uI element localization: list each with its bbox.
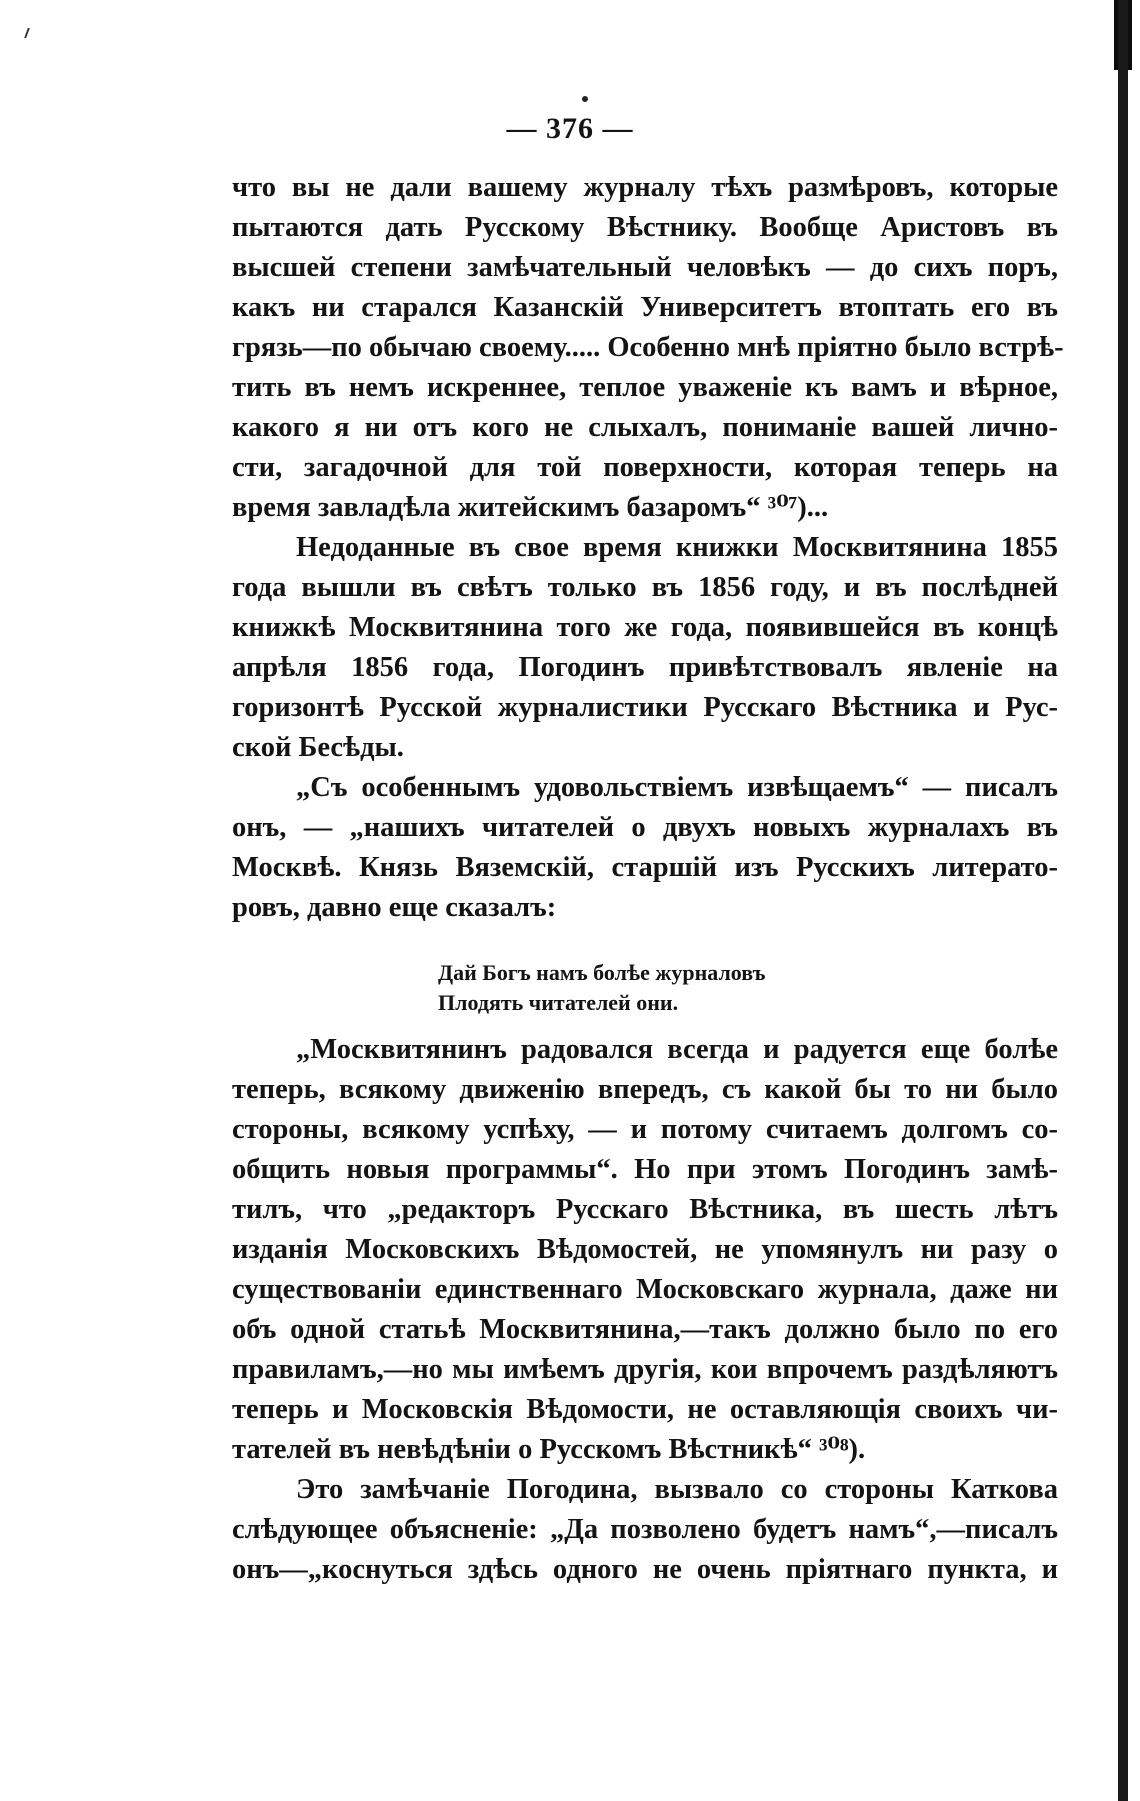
paragraph-start: „Москвитянинъ радовался всегда и радуется еще болѣе: [296, 1034, 1058, 1065]
text-line: тателей въ невѣдѣніи о Русскомъ Вѣстникѣ“ ³⁰⁸).: [232, 1434, 866, 1465]
text-line: что вы не дали вашему журналу тѣхъ размѣровъ, которые: [232, 172, 1058, 203]
text-line: горизонтѣ Русской журналистики Русскаго Вѣстника и Рус-: [232, 692, 1058, 723]
text-line: существованіи единственнаго Московскаго журнала, даже ни: [232, 1274, 1058, 1305]
text-line: объ одной статьѣ Москвитянина,—такъ должно было по его: [232, 1314, 1058, 1345]
verse-line: Дай Богъ намъ болѣе журналовъ: [438, 960, 766, 985]
text-line: время завладѣла житейскимъ базаромъ“ ³⁰⁷)...: [232, 492, 829, 523]
text-line: теперь, всякому движенію впередъ, съ какой бы то ни было: [232, 1074, 1058, 1105]
text-line: слѣдующее объясненіе: „Да позволено будетъ намъ“,—писалъ: [232, 1514, 1058, 1545]
text-line: теперь и Московскія Вѣдомости, не оставляющія своихъ чи-: [232, 1394, 1058, 1425]
scan-edge-border: [1118, 0, 1128, 1801]
text-line: ской Бесѣды.: [232, 732, 404, 763]
paragraph-start: Это замѣчаніе Погодина, вызвало со стороны Каткова: [296, 1474, 1058, 1505]
text-line: тилъ, что „редакторъ Русскаго Вѣстника, въ шесть лѣтъ: [232, 1194, 1058, 1225]
page-number: — 376 —: [506, 112, 634, 145]
text-line: апрѣля 1856 года, Погодинъ привѣтствовалъ явленіе на: [232, 652, 1058, 683]
text-line: сти, загадочной для той поверхности, которая теперь на: [232, 452, 1058, 483]
text-line: общить новыя программы“. Но при этомъ Погодинъ замѣ-: [232, 1154, 1058, 1185]
text-block-bottom: [232, 1030, 1058, 1590]
paragraph-start: Недоданные въ свое время книжки Москвитянина 1855: [296, 532, 1058, 563]
text-line: изданія Московскихъ Вѣдомостей, не упомянулъ ни разу о: [232, 1234, 1058, 1265]
text-line: правиламъ,—но мы имѣемъ другія, кои впрочемъ раздѣляютъ: [232, 1354, 1058, 1385]
verse-line: Плодять читателей они.: [438, 990, 679, 1015]
text-line: онъ—„коснуться здѣсь одного не очень пріятнаго пункта, и: [232, 1554, 1058, 1585]
ink-dot: [582, 96, 588, 102]
text-line: высшей степени замѣчательный человѣкъ — до сихъ поръ,: [232, 252, 1058, 283]
text-line: онъ, — „нашихъ читателей о двухъ новыхъ журналахъ въ: [232, 812, 1058, 843]
scan-edge: [1104, 0, 1140, 1801]
text-line: какого я ни отъ кого не слыхалъ, пониманіе вашей лично-: [232, 412, 1058, 443]
text-line: грязь—по обычаю своему..... Особенно мнѣ пріятно было встрѣ-: [232, 332, 1064, 363]
text-line: какъ ни старался Казанскій Университетъ втоптать его въ: [232, 292, 1058, 323]
text-block-top: [232, 168, 1064, 928]
text-line: ровъ, давно еще сказалъ:: [232, 892, 557, 923]
text-line: стороны, всякому успѣху, — и потому считаемъ долгомъ со-: [232, 1114, 1058, 1145]
text-line: Москвѣ. Князь Вяземскій, старшій изъ Русскихъ литерато-: [232, 852, 1058, 883]
text-line: года вышли въ свѣтъ только въ 1856 году, и въ послѣдней: [232, 572, 1058, 603]
text-line: тить въ немъ искреннее, теплое уваженіе къ вамъ и вѣрное,: [232, 372, 1058, 403]
text-line: пытаются дать Русскому Вѣстнику. Вообще Аристовъ въ: [232, 212, 1058, 243]
paragraph-start: „Съ особеннымъ удовольствіемъ извѣщаемъ“ — писалъ: [296, 772, 1058, 803]
verse-quote: [438, 958, 765, 1018]
scan-mark: [24, 28, 36, 38]
text-line: книжкѣ Москвитянина того же года, появившейся въ концѣ: [232, 612, 1058, 643]
